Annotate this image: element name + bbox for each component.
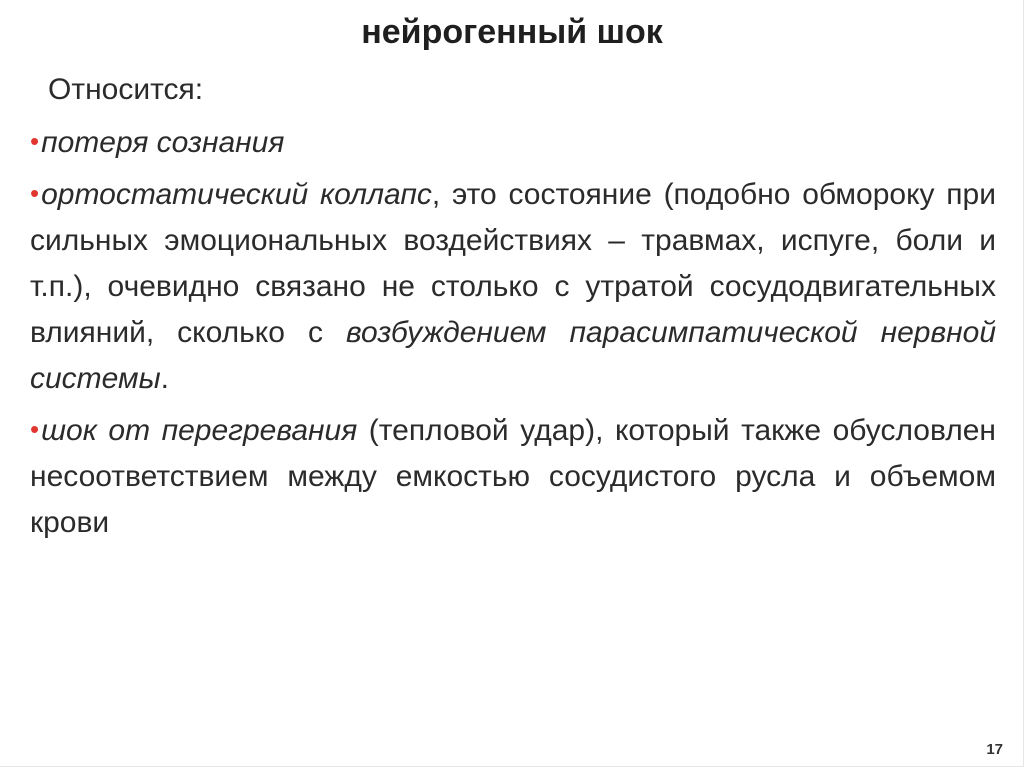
bullet-text: (тепловой удар), который также обусловлен несоответствием между емкостью сосудистого русла и объемом крови	[30, 414, 996, 539]
bullet-list	[30, 120, 996, 552]
page-number: 17	[986, 741, 1003, 758]
bullet-text-emphasis: возбуждением парасимпатической нервной системы	[30, 316, 997, 395]
bullet-item-1	[30, 120, 996, 166]
slide-title: нейрогенный шок	[361, 13, 663, 51]
bullet-item-3	[30, 408, 996, 546]
bullet-text: потеря сознания	[41, 126, 285, 159]
bullet-text-term: ортостатический коллапс	[41, 178, 432, 211]
intro-text: Относится:	[48, 73, 204, 106]
bullet-marker-icon: •	[30, 414, 40, 444]
bullet-marker-icon: •	[30, 126, 40, 156]
bullet-text-end: .	[160, 362, 170, 395]
bullet-text: , это состояние (подобно обмороку при сильных эмоциональных воздействиях – травмах, испуге, боли и т.п.), очевидно связано не столько с утратой сосудодвигательных влияний, сколько с	[30, 178, 996, 349]
bullet-marker-icon: •	[30, 178, 40, 208]
bullet-item-2	[30, 172, 996, 402]
bullet-text-term: шок от перегревания	[41, 414, 358, 447]
